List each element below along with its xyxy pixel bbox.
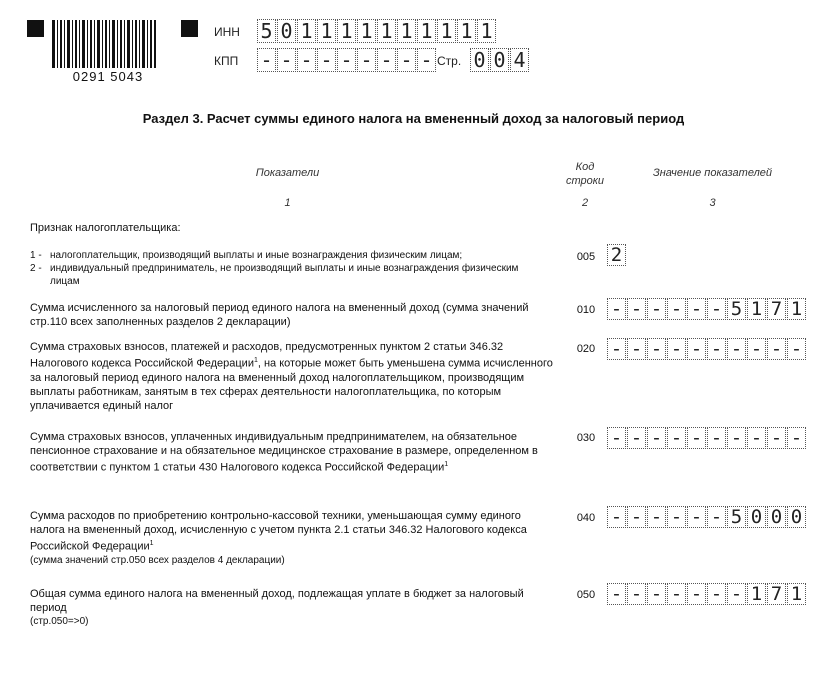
char-cell: -	[687, 298, 706, 320]
char-cell: 2	[607, 244, 626, 266]
char-cell: 1	[787, 298, 806, 320]
char-cell: -	[607, 583, 626, 605]
line-code-005: 005	[576, 251, 596, 263]
char-cell: -	[607, 298, 626, 320]
char-cell: -	[667, 338, 686, 360]
char-cell: -	[787, 338, 806, 360]
page-label: Стр.	[437, 54, 462, 68]
char-cell: 0	[787, 506, 806, 528]
char-cell: -	[627, 506, 646, 528]
corner-marker-left	[27, 20, 44, 37]
option-number: 1 -	[30, 250, 42, 261]
char-cell: 5	[257, 19, 276, 43]
line-code-020: 020	[576, 343, 596, 355]
char-cell: -	[627, 338, 646, 360]
line-code-050: 050	[576, 589, 596, 601]
char-cell: -	[377, 48, 396, 72]
column-number-1: 1	[284, 197, 291, 209]
row-040-text-a: Сумма расходов по приобретению контрольно-кассовой техники, уменьшающая сумму единого налога на вмененный доход, исчисленную с учетом пункта 2.1 статьи 346.32 Налогового кодекса Российской Федерации	[30, 510, 527, 553]
char-cell: -	[417, 48, 436, 72]
char-cell: 1	[747, 583, 766, 605]
column-header-values: Значение показателей	[652, 167, 773, 179]
char-cell: -	[607, 427, 626, 449]
corner-marker-right	[181, 20, 198, 37]
section-title: Раздел 3. Расчет суммы единого налога на вмененный доход за налоговый период	[142, 111, 685, 126]
option-text: индивидуальный предприниматель, не производящий выплаты и иные вознаграждения физическим лицам	[50, 263, 519, 287]
char-cell: -	[337, 48, 356, 72]
char-cell: -	[707, 338, 726, 360]
kpp-field[interactable]	[257, 48, 437, 72]
char-cell: 1	[357, 19, 376, 43]
char-cell: 1	[457, 19, 476, 43]
char-cell: 1	[417, 19, 436, 43]
char-cell: 4	[510, 48, 529, 72]
char-cell: 7	[767, 298, 786, 320]
char-cell: -	[707, 506, 726, 528]
column-header-code-line2: строки	[565, 175, 605, 187]
char-cell: 5	[727, 506, 746, 528]
char-cell: -	[667, 583, 686, 605]
char-cell: -	[667, 427, 686, 449]
row-050-note: (стр.050=>0)	[30, 616, 89, 627]
char-cell: -	[707, 298, 726, 320]
char-cell: -	[647, 427, 666, 449]
char-cell: 0	[470, 48, 489, 72]
char-cell: -	[357, 48, 376, 72]
barcode-number: 0291 5043	[60, 69, 156, 84]
line-code-040: 040	[576, 512, 596, 524]
line-code-030: 030	[576, 432, 596, 444]
footnote-mark: 1	[444, 461, 449, 468]
option-text: налогоплательщик, производящий выплаты и иные вознаграждения физическим лицам;	[50, 250, 463, 261]
page-number-field[interactable]	[470, 48, 530, 72]
row-030-text-a: Сумма страховых взносов, уплаченных индивидуальным предпринимателем, на обязательное пенсионное страхование и на обязательное медицинское страхование в размере, определенном в соответствии с пунктом 1 статьи 430 Налогового кодекса Российской Федерации	[30, 431, 538, 474]
char-cell: -	[397, 48, 416, 72]
char-cell: 0	[747, 506, 766, 528]
char-cell: 5	[727, 298, 746, 320]
row-050-text-a: Общая сумма единого налога на вмененный доход, подлежащая уплате в бюджет за налоговый период	[30, 588, 524, 614]
char-cell: -	[257, 48, 276, 72]
char-cell: 1	[317, 19, 336, 43]
char-cell: -	[297, 48, 316, 72]
char-cell: 1	[337, 19, 356, 43]
char-cell: -	[747, 338, 766, 360]
char-cell: -	[727, 583, 746, 605]
char-cell: 1	[377, 19, 396, 43]
footnote-mark: 1	[149, 540, 154, 547]
row-030-value-field[interactable]	[607, 427, 807, 449]
row-050-value-field[interactable]	[607, 583, 807, 605]
row-040-note: (сумма значений стр.050 всех разделов 4 декларации)	[30, 554, 285, 566]
char-cell: 1	[437, 19, 456, 43]
column-number-2: 2	[581, 197, 589, 209]
taxpayer-sign-option-2	[30, 262, 550, 288]
char-cell: -	[647, 298, 666, 320]
char-cell: -	[607, 338, 626, 360]
line-code-010: 010	[576, 304, 596, 316]
char-cell: -	[687, 506, 706, 528]
inn-field[interactable]	[257, 19, 497, 43]
row-030-description	[30, 430, 545, 475]
row-010-value-field[interactable]	[607, 298, 807, 320]
char-cell: -	[747, 427, 766, 449]
char-cell: 1	[787, 583, 806, 605]
char-cell: -	[667, 506, 686, 528]
char-cell: 1	[477, 19, 496, 43]
char-cell: 1	[747, 298, 766, 320]
char-cell: -	[767, 338, 786, 360]
char-cell: 1	[297, 19, 316, 43]
char-cell: -	[647, 338, 666, 360]
column-header-indicators: Показатели	[255, 167, 320, 179]
char-cell: 0	[490, 48, 509, 72]
char-cell: -	[627, 427, 646, 449]
char-cell: -	[707, 427, 726, 449]
char-cell: -	[667, 298, 686, 320]
char-cell: 1	[397, 19, 416, 43]
char-cell: -	[607, 506, 626, 528]
column-header-code	[560, 160, 610, 188]
kpp-label: КПП	[214, 54, 239, 68]
char-cell: -	[317, 48, 336, 72]
option-number: 2 -	[30, 263, 42, 274]
char-cell: 0	[767, 506, 786, 528]
char-cell: -	[727, 338, 746, 360]
row-020-text-a: Сумма страховых взносов, платежей и расходов, предусмотренных пунктом 2 статьи 346.32 Налогового кодекса Российской Федерации	[30, 341, 504, 370]
char-cell: 0	[277, 19, 296, 43]
char-cell: 7	[767, 583, 786, 605]
row-040-description	[30, 509, 545, 568]
char-cell: -	[767, 427, 786, 449]
row-020-text-b: , на которые может быть уменьшена сумма исчисленного за налоговый период единого налога на вмененный доход налогоплательщиком, производящим выплаты работникам, занятым в тех сферах деятельности налогоплательщика, по которым уплачивается единый налог	[30, 357, 553, 412]
taxpayer-sign-option-1	[30, 249, 550, 262]
char-cell: -	[727, 427, 746, 449]
footnote-mark: 1	[253, 357, 258, 364]
taxpayer-sign-label: Признак налогоплательщика:	[30, 222, 181, 234]
char-cell: -	[627, 298, 646, 320]
char-cell: -	[647, 506, 666, 528]
row-010-description: Сумма исчисленного за налоговый период единого налога на вмененный доход (сумма значений стр.110 всех заполненных разделов 2 декларации)	[30, 302, 529, 328]
inn-label: ИНН	[214, 25, 240, 39]
row-040-value-field[interactable]	[607, 506, 807, 528]
column-number-3: 3	[709, 197, 716, 209]
char-cell: -	[687, 338, 706, 360]
taxpayer-sign-options	[30, 249, 550, 288]
row-020-value-field[interactable]	[607, 338, 807, 360]
taxpayer-sign-field[interactable]	[607, 244, 627, 266]
char-cell: -	[277, 48, 296, 72]
char-cell: -	[627, 583, 646, 605]
column-header-code-line1: Код	[575, 161, 595, 173]
char-cell: -	[787, 427, 806, 449]
char-cell: -	[647, 583, 666, 605]
barcode-icon	[52, 20, 156, 72]
char-cell: -	[687, 583, 706, 605]
row-020-description	[30, 340, 560, 413]
row-050-description	[30, 587, 545, 629]
char-cell: -	[687, 427, 706, 449]
char-cell: -	[707, 583, 726, 605]
